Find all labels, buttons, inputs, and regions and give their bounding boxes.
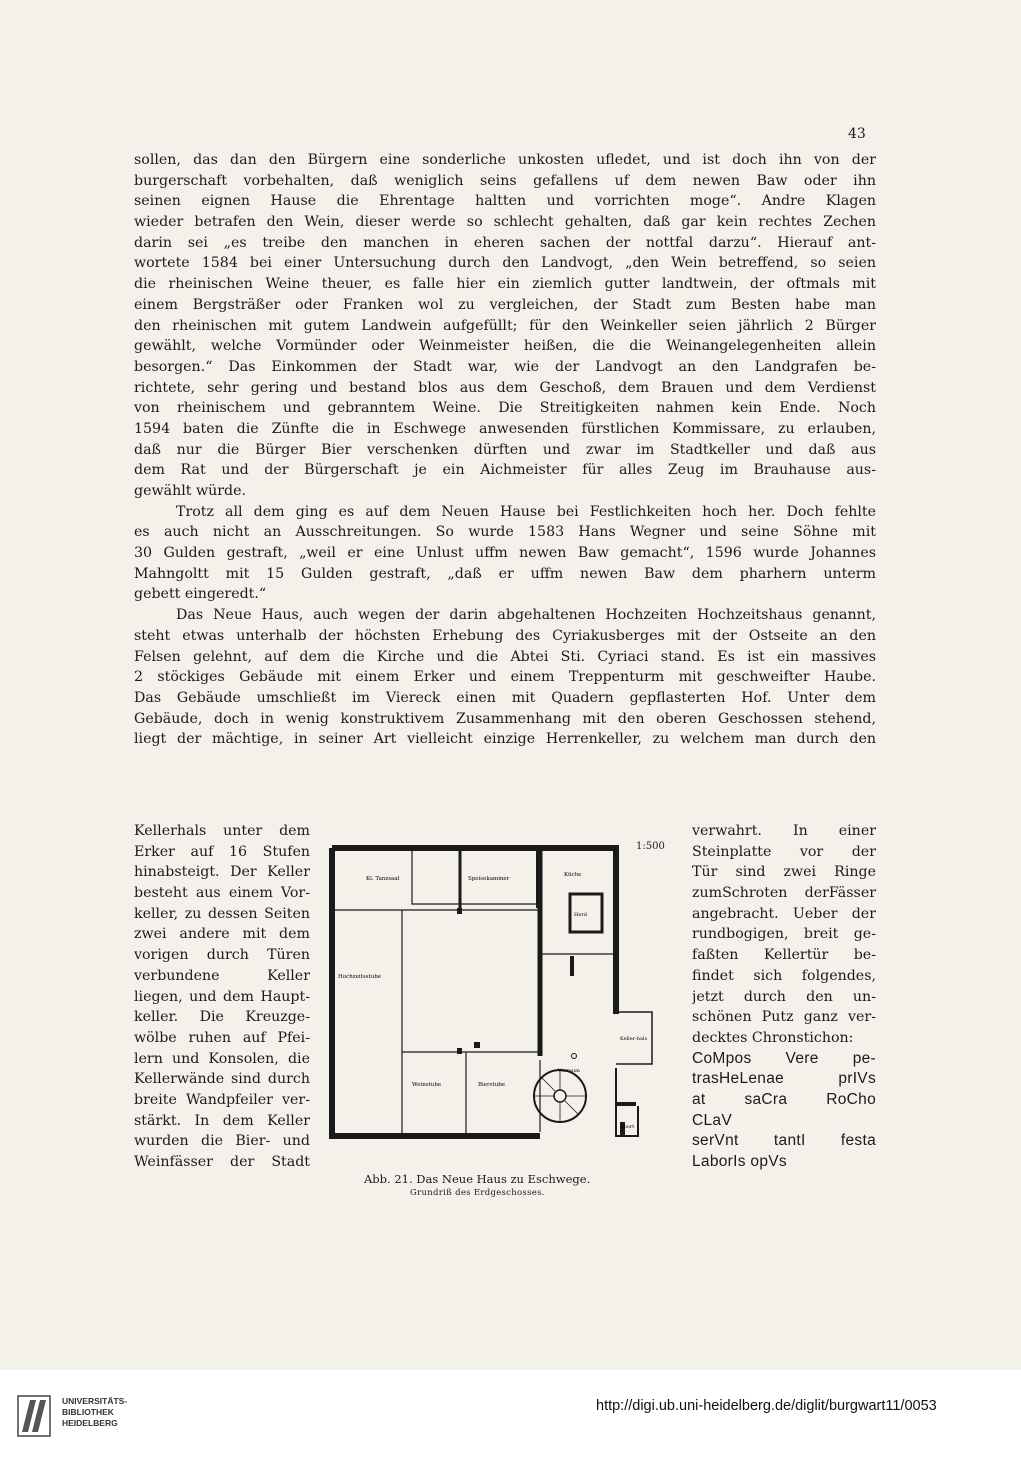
room-label-bierstube: Bierstube xyxy=(478,1082,506,1088)
text-line: breite Wandpfeiler ver- xyxy=(134,1091,310,1108)
text-line: gewählt würde. xyxy=(134,483,247,499)
text-line: burgerschaft vorbehalten, daß weniglich seins gefallens uf dem newen Baw oder ihn xyxy=(134,172,876,189)
text-line: zwei andere mit dem xyxy=(134,926,310,943)
room-label-abort: Abort xyxy=(620,1124,635,1130)
text-line: seinen eignen Hause die Ehrentage haltten und vorrichten moge“. Andre Klagen xyxy=(134,193,876,210)
text-line: liegen, und dem Haupt- xyxy=(134,988,310,1005)
text-line: faßten Kellertür be- xyxy=(692,947,876,964)
text-line: verbundene Keller xyxy=(134,967,310,984)
text-line: wölbe ruhen auf Pfei- xyxy=(134,1029,310,1046)
text-line: wurden die Bier- und xyxy=(134,1133,310,1150)
text-line: Kellerwände sind durch xyxy=(134,1071,310,1088)
room-label-kueche: Küche xyxy=(564,872,582,878)
library-name-line: HEIDELBERG xyxy=(62,1418,118,1428)
room-label-kellerhals: Keller-hals xyxy=(620,1036,648,1042)
text-line: 1594 baten die Zünfte die in Eschwege anwesenden fürstlichen Kommissare, zu erlauben, xyxy=(134,420,876,437)
text-line: besorgen.“ Das Einkommen der Stadt war, wie der Landvogt an den Landgrafen be- xyxy=(134,358,876,375)
footer xyxy=(0,1370,1021,1462)
text-line: Weinfässer der Stadt xyxy=(134,1154,310,1170)
text-line: Steinplatte vor der xyxy=(692,843,876,860)
room-label-herd: Herd xyxy=(574,912,587,918)
text-line: verwahrt. In einer xyxy=(692,823,876,839)
room-label-tanzsaal: Kl. Tanzsaal xyxy=(366,876,400,882)
scale-label: 1:500 xyxy=(636,841,665,852)
text-line: richtete, sehr gering und bestand blos aus dem Geschoß, dem Brauen und dem Verdienst xyxy=(134,379,876,396)
text-line: Mahngoltt mit 15 Gulden gestraft, „daß er uffm newen Baw dem pharhern unterm xyxy=(134,565,876,582)
library-name-line: BIBLIOTHEK xyxy=(62,1407,114,1417)
chronostichon-line: CLaV xyxy=(692,1111,732,1129)
text-line: es auch nicht an Ausschreitungen. So wurde 1583 Hans Wegner und seine Söhne mit xyxy=(134,524,876,541)
pier xyxy=(457,908,462,914)
text-line: rundbogigen, breit ge- xyxy=(692,926,876,943)
text-line: zumSchroten derFässer xyxy=(692,885,876,902)
chronostichon-line: CoMpos Vere pe- xyxy=(692,1049,876,1067)
floor-plan-drawing xyxy=(326,836,692,1166)
text-line: liegt der mächtige, in seiner Art vielleicht einzige Herrenkeller, zu welchem man durch den xyxy=(134,731,876,748)
text-line: schönen Putz ganz ver- xyxy=(692,1009,876,1026)
chronostichon-line: at saCra RoCho xyxy=(692,1090,876,1108)
library-name-line: UNIVERSITÄTS- xyxy=(62,1396,128,1406)
text-line: wortete 1584 bei einer Untersuchung durch den Landvogt, „den Wein betreffend, so seien xyxy=(134,255,876,272)
text-line: dem Rat und der Bürgerschaft je ein Aichmeister für alles Zeug im Brauhause aus- xyxy=(134,462,876,479)
text-line: Felsen gelehnt, auf dem die Kirche und die Abtei Sti. Cyriaci stand. Es ist ein massives xyxy=(134,648,876,665)
figure-subcaption: Grundriß des Erdgeschosses. xyxy=(410,1188,545,1198)
chronostichon-line: trasHeLenae prIVs xyxy=(692,1070,876,1088)
text-line: sollen, das dan den Bürgern eine sonderliche unkosten ufledet, und ist doch ihn von der xyxy=(134,152,876,168)
text-line: darin sei „es treibe den manchen in eheren sachen der nottfal darzu“. Hierauf ant- xyxy=(134,234,876,251)
text-line: einem Bergsträßer oder Franken wol zu vergleichen, der Stadt zum Besten habe man xyxy=(134,296,876,313)
stair-newel xyxy=(554,1090,566,1102)
text-line: hinabsteigt. Der Keller xyxy=(134,864,310,881)
source-url-link[interactable]: http://digi.ub.uni-heidelberg.de/diglit/burgwart11/0053 xyxy=(596,1398,937,1414)
outer-wall xyxy=(332,848,540,1136)
text-line: jetzt durch den un- xyxy=(692,988,876,1005)
text-line: 2 stöckiges Gebäude mit einem Erker und einem Treppenturm mit geschweifter Haube. xyxy=(134,669,876,686)
floor-plan xyxy=(326,836,692,1166)
text-line: 30 Gulden gestraft, „weil er eine Unlust uffm newen Baw gemacht“, 1596 wurde Johannes xyxy=(134,545,876,562)
pier xyxy=(457,1048,462,1054)
figure-caption: Abb. 21. Das Neue Haus zu Eschwege. xyxy=(364,1172,591,1186)
room-label-hochzeitsstube: Hochzeitsstube xyxy=(338,974,382,980)
library-seal-icon xyxy=(16,1394,52,1438)
text-line: gebett eingeredt.“ xyxy=(134,586,267,603)
text-line: Kellerhals unter dem xyxy=(134,823,310,839)
room-label-speisekammer: Speisekammer xyxy=(468,876,510,882)
text-line: vorigen durch Türen xyxy=(134,947,310,964)
text-line: angebracht. Ueber der xyxy=(692,905,876,922)
text-line: wieder betrafen den Wein, dieser werde so schlecht gehalten, daß gar kein rechtes Zechen xyxy=(134,214,876,231)
text-line: gewählt, welche Vormünder oder Weinmeister heißen, die die Weinangelegenheiten allein xyxy=(134,338,876,355)
text-line: decktes Chronstichon: xyxy=(692,1029,854,1046)
left-column-text xyxy=(134,821,310,1173)
text-line: Erker auf 16 Stufen xyxy=(134,843,310,860)
room-label-vorraum: Vorraum xyxy=(558,1068,580,1074)
text-line: von rheinischem und gebranntem Weine. Die Streitigkeiten nahmen kein Ende. Noch xyxy=(134,400,876,417)
text-line: steht etwas unterhalb der höchsten Erhebung des Cyriakusberges mit der Ostseite an den xyxy=(134,627,876,644)
text-line: stärkt. In dem Keller xyxy=(134,1112,310,1129)
text-line: lern und Konsolen, die xyxy=(134,1050,310,1067)
text-line: keller, zu dessen Seiten xyxy=(134,905,310,922)
pillar-marker xyxy=(572,1054,577,1059)
text-line: Tür sind zwei Ringe xyxy=(692,864,876,881)
university-library-logo xyxy=(16,1394,52,1438)
room-label-weinstube: Weinstube xyxy=(412,1082,442,1088)
text-line: Trotz all dem ging es auf dem Neuen Hause bei Festlichkeiten hoch her. Doch fehlte xyxy=(176,503,876,520)
right-column-text xyxy=(692,821,876,1173)
text-line: Gebäude, doch in wenig konstruktivem Zusammenhang mit den oberen Geschossen stehend, xyxy=(134,710,876,727)
page-number: 43 xyxy=(848,126,866,142)
text-line: Das Neue Haus, auch wegen der darin abgehaltenen Hochzeiten Hochzeitshaus genannt, xyxy=(176,607,876,624)
text-line: findet sich folgendes, xyxy=(692,967,876,984)
library-name xyxy=(62,1396,127,1429)
pier xyxy=(474,1042,480,1048)
chronostichon-line: LaborIs opVs xyxy=(692,1153,787,1170)
text-line: daß nur die Bürger Bier verschenken dürften und zwar im Stadtkeller und daß aus xyxy=(134,441,876,458)
text-line: die rheinischen Weine theuer, es falle hier ein ziemlich gutter landtwein, der oftmals mit xyxy=(134,276,876,293)
text-line: keller. Die Kreuzge- xyxy=(134,1009,310,1026)
chronostichon-line: serVnt tantI festa xyxy=(692,1132,876,1150)
text-line: Das Gebäude umschließt im Viereck einen mit Quadern gepflasterten Hof. Unter dem xyxy=(134,689,876,706)
body-text xyxy=(134,150,876,750)
text-line: den rheinischen mit gutem Landwein aufgefüllt; für den Weinkeller seien jährlich 2 Bürger xyxy=(134,317,876,334)
text-line: besteht aus einem Vor- xyxy=(134,885,310,902)
